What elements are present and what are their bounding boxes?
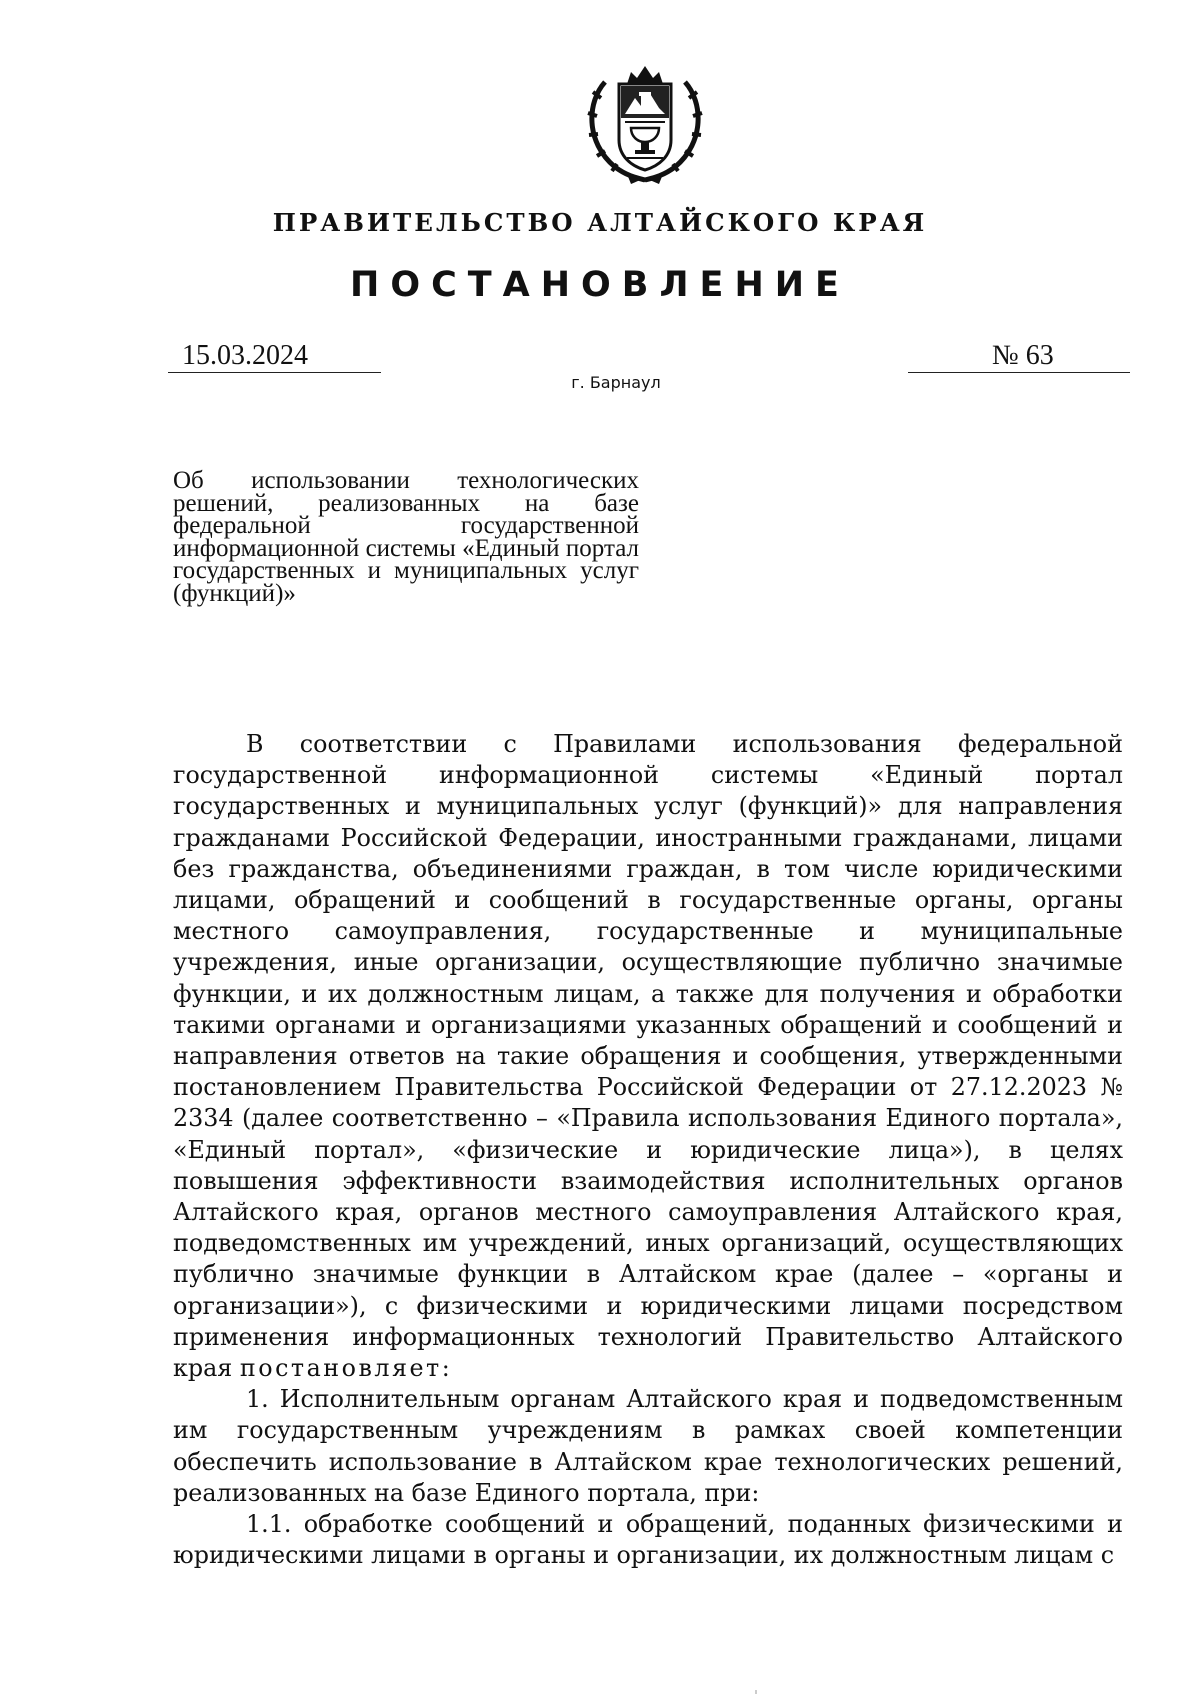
document-body: [173, 729, 1123, 1571]
document-number: № 63: [992, 340, 1054, 371]
coat-of-arms-emblem: [575, 62, 715, 186]
document-date: 15.03.2024: [182, 340, 308, 371]
item-1-1: 1.1. обработке сообщений и обращений, поданных физическими и юридическими лицами в органы и организации, их должностным лицам с: [173, 1510, 1123, 1570]
document-type: ПОСТАНОВЛЕНИЕ: [350, 265, 850, 305]
item-1: 1. Исполнительным органам Алтайского края и подведомственным им государственным учреждениям в рамках своей компетенции обеспечить использование в Алтайском крае технологических решений, реализованных на базе Единого портала, при:: [173, 1385, 1123, 1507]
page-mark: [755, 1690, 757, 1694]
document-subject: Об использовании технологических решений, реализованных на базе федеральной государственной информационной системы «Единый портал государственных и муниципальных услуг (функций)»: [173, 467, 639, 607]
preamble-paragraph: [173, 729, 1123, 1384]
decree-word: постановляет: [239, 1354, 442, 1383]
decree-colon: :: [441, 1354, 450, 1383]
preamble-text: В соответствии с Правилами использования федеральной государственной информационной системы «Единый портал государственных и муниципальных услуг (функций)» для направления гражданами Российской Федерации, иностранными гражданами, лицами без гражданства, объединениями граждан, в том числе юридическими лицами, обращений и сообщений в государственные органы, органы местного самоуправления, государственные и муниципальные учреждения, иные организации, осуществляющие публично значимые функции, и их должностным лицам, а также для получения и обработки такими органами и организациями указанных обращений и сообщений и направления ответов на такие обращения и сообщения, утвержденными постановлением Правительства Российской Федерации от 27.12.2023 № 2334 (далее соответственно – «Правила использования Единого портала», «Единый портал», «физические и юридические лица»), в целях повышения эффективности взаимодействия исполнительных органов Алтайского края, органов местного самоуправления Алтайского края, подведомственных им учреждений, иных организаций, осуществляющих публично значимые функции в Алтайском крае (далее – «органы и организации»), с физическими и юридическими лицами посредством применения информационных технологий Правительство Алтайского края: [173, 730, 1123, 1383]
organization-name: ПРАВИТЕЛЬСТВО АЛТАЙСКОГО КРАЯ: [272, 208, 928, 237]
document-city: г. Барнаул: [571, 373, 661, 392]
